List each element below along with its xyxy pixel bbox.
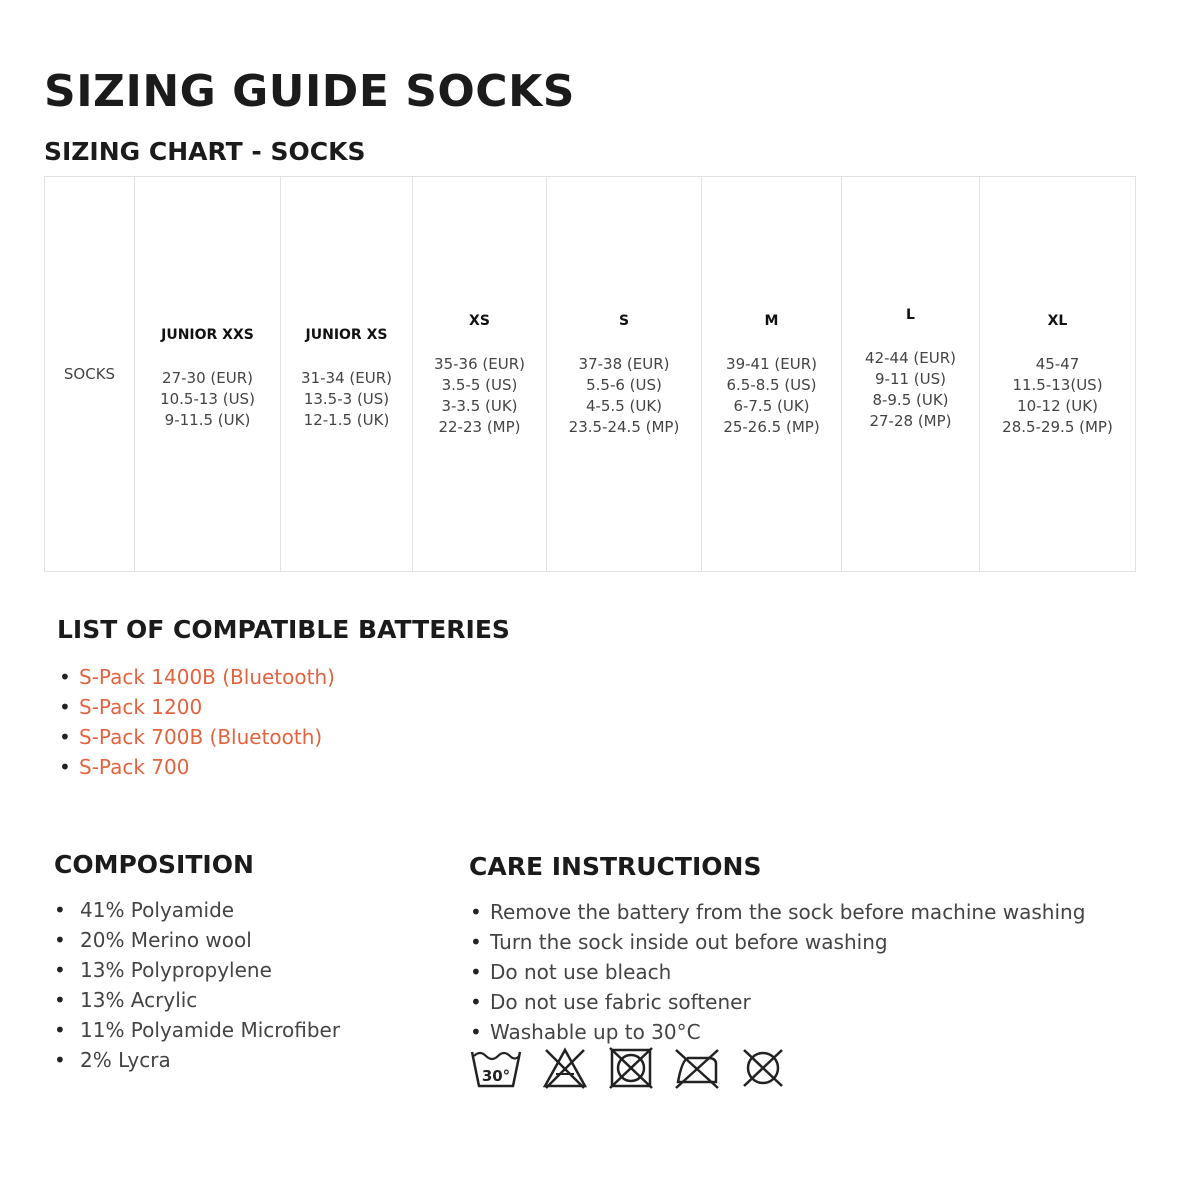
composition-list: [52, 895, 340, 1075]
size-line: 25-26.5 (MP): [723, 417, 820, 436]
size-line: 28.5-29.5 (MP): [1002, 417, 1113, 436]
chart-title: SIZING CHART - SOCKS: [44, 137, 366, 166]
size-line: 5.5-6 (US): [586, 375, 662, 394]
list-item: • Washable up to 30°C: [470, 1020, 701, 1044]
size-line: 10-12 (UK): [1017, 396, 1098, 415]
size-header: S: [618, 312, 630, 329]
size-line: 8-9.5 (UK): [872, 390, 949, 409]
no-iron-icon: [674, 1046, 720, 1090]
size-line: 3-3.5 (UK): [441, 396, 518, 415]
batteries-list: [57, 662, 335, 782]
size-line: 10.5-13 (US): [160, 390, 255, 408]
wash-30-icon: [470, 1046, 522, 1090]
size-cell: [413, 177, 547, 572]
list-item[interactable]: • S-Pack 700: [59, 755, 190, 779]
size-header: JUNIOR XS: [305, 327, 388, 343]
size-line: 27-30 (EUR): [162, 369, 253, 387]
list-item: • 20% Merino wool: [54, 928, 252, 952]
row-label: SOCKS: [63, 364, 116, 383]
size-line: 39-41 (EUR): [726, 354, 817, 373]
size-cell: [702, 177, 842, 572]
list-item[interactable]: • S-Pack 1200: [59, 695, 203, 719]
size-header: XL: [1047, 312, 1068, 329]
size-cell: [281, 177, 413, 572]
size-line: 31-34 (EUR): [301, 369, 392, 387]
size-header: JUNIOR XXS: [161, 327, 254, 343]
row-label-cell: [45, 177, 135, 572]
size-line: 6-7.5 (UK): [733, 396, 810, 415]
size-line: 13.5-3 (US): [303, 390, 390, 408]
no-tumble-dry-icon: [608, 1046, 654, 1090]
size-line: 42-44 (EUR): [865, 348, 956, 367]
composition-title: COMPOSITION: [54, 850, 254, 879]
page-title: SIZING GUIDE SOCKS: [44, 66, 575, 117]
list-item[interactable]: • S-Pack 1400B (Bluetooth): [59, 665, 335, 689]
size-line: 37-38 (EUR): [578, 354, 670, 373]
size-cell: [135, 177, 281, 572]
no-dry-clean-icon: [740, 1046, 786, 1090]
list-item: • 13% Acrylic: [54, 988, 198, 1012]
list-item: • 2% Lycra: [54, 1048, 171, 1072]
list-item: • Do not use fabric softener: [470, 990, 751, 1014]
list-item: • 11% Polyamide Microfiber: [54, 1018, 341, 1042]
battery-link[interactable]: S-Pack 700: [79, 755, 190, 779]
batteries-title: LIST OF COMPATIBLE BATTERIES: [57, 615, 510, 644]
battery-link[interactable]: S-Pack 1200: [79, 695, 203, 719]
size-cell: [547, 177, 702, 572]
size-line: 11.5-13(US): [1012, 375, 1103, 394]
size-header: XS: [469, 312, 490, 329]
size-line: 27-28 (MP): [869, 411, 952, 430]
care-icons: [470, 1046, 786, 1090]
size-cell: [842, 177, 980, 572]
list-item[interactable]: • S-Pack 700B (Bluetooth): [59, 725, 323, 749]
list-item: • Do not use bleach: [470, 960, 672, 984]
care-list: [468, 897, 1085, 1047]
list-item: • Turn the sock inside out before washing: [470, 930, 888, 954]
size-header: L: [906, 306, 915, 323]
sizing-table: [44, 176, 1136, 572]
size-cell: [980, 177, 1136, 572]
list-item: • 13% Polypropylene: [54, 958, 272, 982]
list-item: • 41% Polyamide: [54, 898, 235, 922]
size-line: 4-5.5 (UK): [585, 396, 663, 415]
battery-link[interactable]: S-Pack 700B (Bluetooth): [79, 725, 323, 749]
size-line: 6.5-8.5 (US): [726, 375, 817, 394]
size-line: 12-1.5 (UK): [303, 411, 390, 429]
size-line: 35-36 (EUR): [434, 354, 525, 373]
battery-link[interactable]: S-Pack 1400B (Bluetooth): [79, 665, 335, 689]
size-line: 23.5-24.5 (MP): [568, 417, 680, 436]
table-row: [45, 177, 1136, 572]
size-line: 45-47: [1035, 354, 1080, 373]
care-title: CARE INSTRUCTIONS: [469, 852, 762, 881]
no-bleach-icon: [542, 1046, 588, 1090]
list-item: • Remove the battery from the sock before machine washing: [470, 900, 1086, 924]
size-line: 3.5-5 (US): [441, 375, 518, 394]
size-line: 22-23 (MP): [438, 417, 521, 436]
size-line: 9-11 (US): [874, 369, 946, 388]
size-line: 9-11.5 (UK): [164, 411, 251, 429]
wash-temp-label: 30°: [481, 1067, 511, 1085]
size-header: M: [764, 312, 779, 329]
